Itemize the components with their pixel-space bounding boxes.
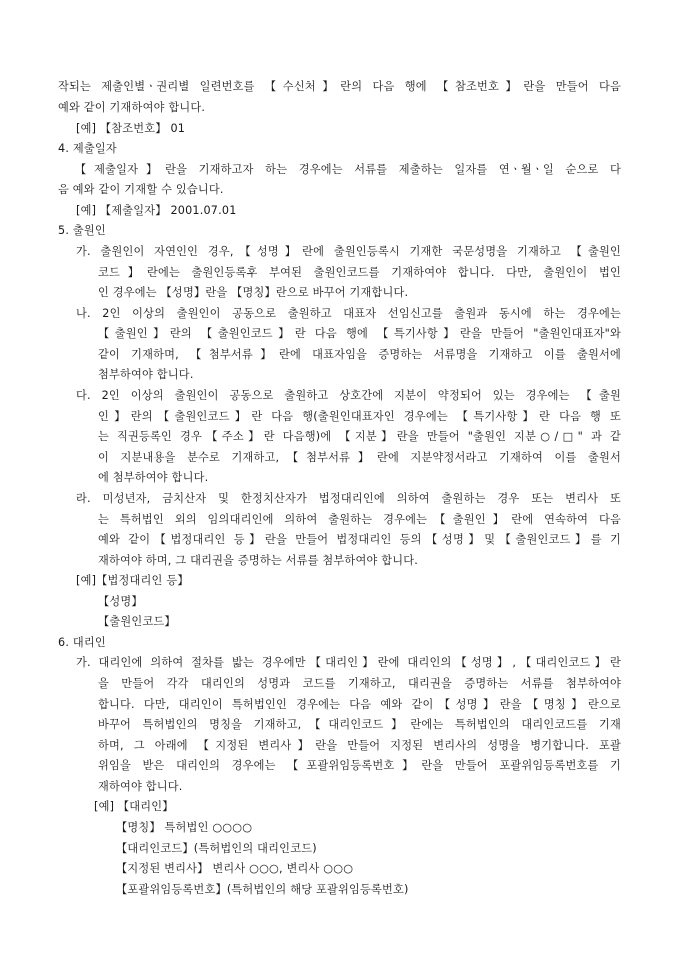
text-line: 위임을 받은 대리인의 경우에는 【포괄위임등록번호】란을 만들어 포괄위임등록번호를 기 (98, 759, 621, 772)
text-line: 는 직권등록인 경우【주소】란 다음행)에 【지분】란을 만들어 "출원인 지분○/□" 과 같 (98, 430, 621, 443)
example-field: 【대리인코드】(특허법인의 대리인코드) (116, 842, 317, 855)
text-line: 나. 2인 이상의 출원인이 공동으로 출원하고 대표자 선임신고를 출원과 동시에 하는 경우에는 (76, 307, 621, 320)
text-line: 【출원인】란의 【출원인코드】란 다음 행에 【특기사항】란을 만들어 "출원인대표자"와 (98, 327, 621, 340)
text-line: 작되는 제출인별ㆍ권리별 일련번호를 【수신처】란의 다음 행에 【참조번호】란을 만들어 다음 (58, 80, 621, 93)
text-line: 재하여야 하며, 그 대리권을 증명하는 서류를 첨부하여야 합니다. (98, 554, 418, 567)
text-line: 첨부하여야 합니다. (98, 368, 194, 381)
text-line: 인 경우에는 【성명】란을 【명칭】란으로 바꾸어 기재합니다. (98, 286, 409, 299)
text-line: 재하여야 합니다. (98, 780, 183, 793)
example-field: 【명칭】 특허법인 ○○○○ (116, 821, 253, 834)
text-line: 가. 대리인에 의하여 절차를 밟는 경우에만【대리인】란에 대리인의【성명】,【대리인코드】란 (76, 656, 621, 669)
text-line: 다. 2인 이상의 출원인이 공동으로 출원하고 상호간에 지분이 약정되어 있는 경우에는 【출원 (76, 389, 621, 402)
text-line: 【제출일자】란을 기재하고자 하는 경우에는 서류를 제출하는 일자를 연ㆍ월ㆍ일 순으로 다 (75, 163, 621, 176)
text-line: 예와 같이【법정대리인 등】란을 만들어 법정대리인 등의【성명】및【출원인코드】를 기 (98, 533, 621, 546)
example-field: 【성명】 (98, 595, 143, 608)
text-line: 에 첨부하여야 합니다. (98, 471, 209, 484)
text-line: 코드】란에는 출원인등록후 부여된 출원인코드를 기재하여야 합니다. 다만, 출원인이 법인 (98, 266, 621, 279)
section-heading: 5. 출원인 (58, 224, 106, 237)
example-line: [예] 【제출일자】 2001.07.01 (76, 204, 237, 217)
example-field: 【지정된 변리사】 변리사 ○○○, 변리사 ○○○ (116, 862, 354, 875)
text-line: 는 특허법인 외의 임의대리인에 의하여 출원하는 경우에는【출원인】란에 연속하여 다음 (98, 513, 621, 526)
section-heading: 4. 제출일자 (58, 142, 117, 155)
text-line: 인】란의【출원인코드】란 다음 행(출원인대표자인 경우에는 【특기사항】란 다음 행 또 (98, 410, 621, 423)
text-line: 바꾸어 특허법인의 명칭을 기재하고,【대리인코드】란에는 특허법인의 대리인코드를 기재 (98, 718, 621, 731)
text-line: 음 예와 같이 기재할 수 있습니다. (58, 183, 224, 196)
text-line: 가. 출원인이 자연인인 경우,【성명】란에 출원인등록시 기재한 국문성명을 기재하고 【출원인 (76, 245, 621, 258)
text-line: 합니다. 다만, 대리인이 특허법인인 경우에는 다음 예와 같이【성명】란을【명칭】란으로 (98, 698, 621, 711)
text-line: 예와 같이 기재하여야 합니다. (58, 101, 206, 114)
example-field: 【출원인코드】 (98, 615, 176, 628)
section-heading: 6. 대리인 (58, 636, 106, 649)
text-line: 하며, 그 아래에 【지정된 변리사】란을 만들어 지정된 변리사의 성명을 병기합니다. 포괄 (98, 739, 621, 752)
text-line: 이 지분내용을 분수로 기재하고,【첨부서류】란에 지분약정서라고 기재하여 이를 출원서 (98, 451, 621, 464)
text-line: 라. 미성년자, 금치산자 및 한정치산자가 법정대리인에 의하여 출원하는 경우 또는 변리사 또 (76, 492, 621, 505)
text-line: 을 만들어 각각 대리인의 성명과 코드를 기재하고, 대리권을 증명하는 서류를 첨부하여야 (98, 677, 621, 690)
example-line: [예]【법정대리인 등】 (76, 574, 189, 587)
text-line: 같이 기재하며, 【첨부서류】란에 대표자임을 증명하는 서류명을 기재하고 이를 출원서에 (98, 348, 621, 361)
example-line: [예] 【대리인】 (94, 800, 174, 813)
example-field: 【포괄위임등록번호】(특허법인의 해당 포괄위임등록번호) (116, 883, 409, 896)
example-line: [예] 【참조번호】 01 (76, 122, 186, 135)
